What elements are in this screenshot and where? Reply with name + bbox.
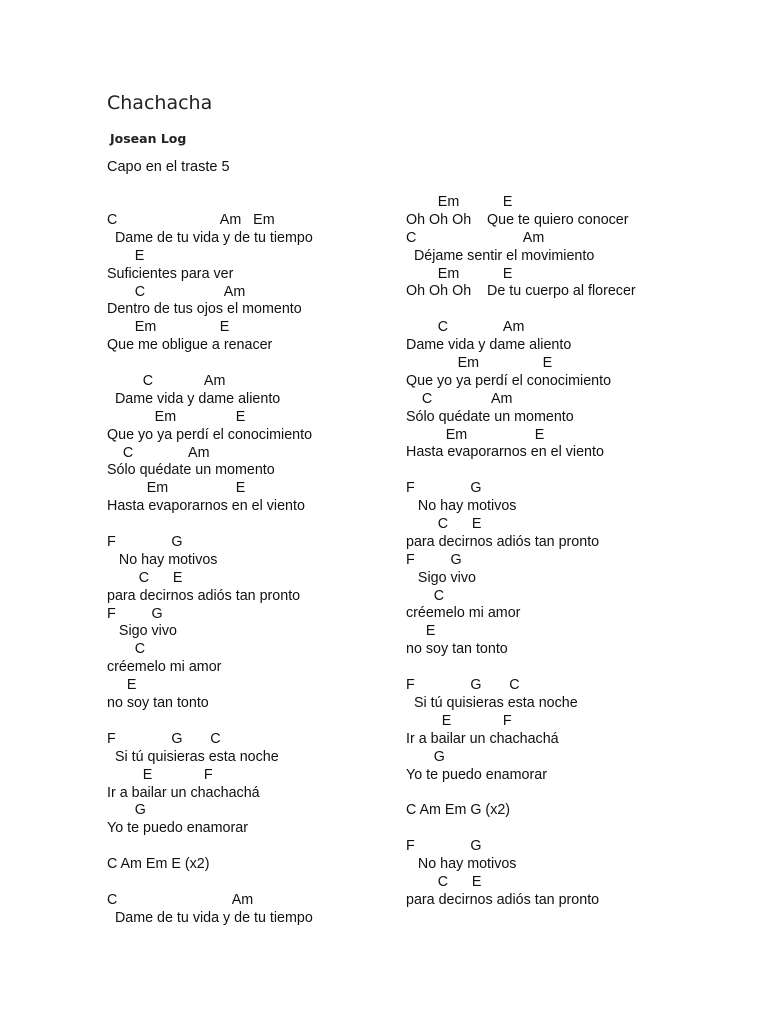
lyric-line: Que me obligue a renacer <box>107 337 273 354</box>
lyric-line: Déjame sentir el movimiento <box>406 247 595 264</box>
song-title: Chachacha <box>107 92 213 114</box>
lyric-line: Dame de tu vida y de tu tiempo <box>107 229 313 246</box>
lyric-line: Sigo vivo <box>107 623 177 640</box>
lyric-line: F G C <box>107 730 221 747</box>
lyric-line: Hasta evaporarnos en el viento <box>406 444 604 461</box>
lyric-line: F G <box>406 838 482 855</box>
lyric-line: no soy tan tonto <box>107 695 209 712</box>
lyric-line: C Am <box>107 373 226 390</box>
lyric-line: No hay motivos <box>406 855 517 872</box>
lyric-line: Dame de tu vida y de tu tiempo <box>107 909 313 926</box>
stanza-gap <box>107 838 397 856</box>
lyrics-column-left <box>107 212 397 928</box>
lyric-line: Dame vida y dame aliento <box>107 390 281 407</box>
lyric-line: C <box>406 587 445 604</box>
lyric-line: No hay motivos <box>406 498 517 515</box>
lyric-line: créemelo mi amor <box>107 659 222 676</box>
lyric-line: F G C <box>406 677 520 694</box>
lyric-line: Que yo ya perdí el conocimiento <box>107 426 313 443</box>
lyric-line: C Am Em G (x2) <box>406 802 511 819</box>
stanza-gap <box>406 462 746 480</box>
lyric-line: C Am <box>107 891 254 908</box>
lyric-line: G <box>107 802 146 819</box>
lyric-line: C Am <box>406 319 525 336</box>
lyric-line: no soy tan tonto <box>406 641 508 658</box>
stanza-gap <box>107 874 397 892</box>
lyric-line: Dame vida y dame aliento <box>406 337 572 354</box>
lyric-line: C Am <box>107 283 246 300</box>
lyric-line: Em E <box>107 319 230 336</box>
lyric-line: E <box>406 623 436 640</box>
lyric-line: Ir a bailar un chachachá <box>107 784 260 801</box>
lyric-line: Em E <box>406 426 545 443</box>
lyric-line: C Am Em <box>107 212 275 228</box>
lyric-line: E <box>107 247 145 264</box>
lyric-line: F G <box>107 605 163 622</box>
lyric-line: Oh Oh Oh De tu cuerpo al florecer <box>406 283 636 300</box>
lyric-line: créemelo mi amor <box>406 605 521 622</box>
stanza-gap <box>406 301 746 319</box>
capo-note: Capo en el traste 5 <box>107 159 230 175</box>
lyric-line: F G <box>406 480 482 497</box>
lyric-line: E F <box>406 712 512 729</box>
lyric-line: C E <box>107 569 183 586</box>
lyric-line: Dentro de tus ojos el momento <box>107 301 302 318</box>
lyric-line: C E <box>406 873 482 890</box>
stanza-gap <box>107 355 397 373</box>
lyric-line: Oh Oh Oh Que te quiero conocer <box>406 211 629 228</box>
lyric-line: Sólo quédate un momento <box>406 408 574 425</box>
lyric-line: C Am <box>107 444 210 461</box>
stanza-gap <box>406 659 746 677</box>
lyric-line: Sólo quédate un momento <box>107 462 275 479</box>
lyric-line: para decirnos adiós tan pronto <box>406 533 600 550</box>
lyric-line: Em E <box>107 480 246 497</box>
lyric-line: Si tú quisieras esta noche <box>406 694 578 711</box>
lyric-line: E F <box>107 766 213 783</box>
stanza-gap <box>107 713 397 731</box>
lyric-line: Em E <box>406 194 513 210</box>
lyric-line: Si tú quisieras esta noche <box>107 748 279 765</box>
song-author: Josean Log <box>110 131 187 146</box>
lyric-line: E <box>107 677 137 694</box>
lyric-line: C E <box>406 516 482 533</box>
lyric-line: Sigo vivo <box>406 569 476 586</box>
lyric-line: Yo te puedo enamorar <box>406 766 547 783</box>
lyric-line: Yo te puedo enamorar <box>107 820 248 837</box>
lyric-line: Em E <box>406 265 513 282</box>
lyric-line: para decirnos adiós tan pronto <box>406 891 600 908</box>
lyric-line: Hasta evaporarnos en el viento <box>107 498 305 515</box>
lyric-line: para decirnos adiós tan pronto <box>107 587 301 604</box>
lyrics-column-right <box>406 194 746 910</box>
lyric-line: C Am <box>406 229 545 246</box>
lyric-line: Suficientes para ver <box>107 265 234 282</box>
lyric-line: Em E <box>107 408 246 425</box>
lyric-line: F G <box>406 551 462 568</box>
stanza-gap <box>406 784 746 802</box>
lyric-line: Em E <box>406 355 553 372</box>
lyric-line: Ir a bailar un chachachá <box>406 730 559 747</box>
lyric-line: C Am Em E (x2) <box>107 856 210 873</box>
lyric-line: C <box>107 641 146 658</box>
stanza-gap <box>107 516 397 534</box>
stanza-gap <box>406 820 746 838</box>
lyric-line: C Am <box>406 390 513 407</box>
lyric-line: F G <box>107 534 183 551</box>
lyric-line: Que yo ya perdí el conocimiento <box>406 372 612 389</box>
lyric-line: G <box>406 748 445 765</box>
lyric-line: No hay motivos <box>107 551 218 568</box>
